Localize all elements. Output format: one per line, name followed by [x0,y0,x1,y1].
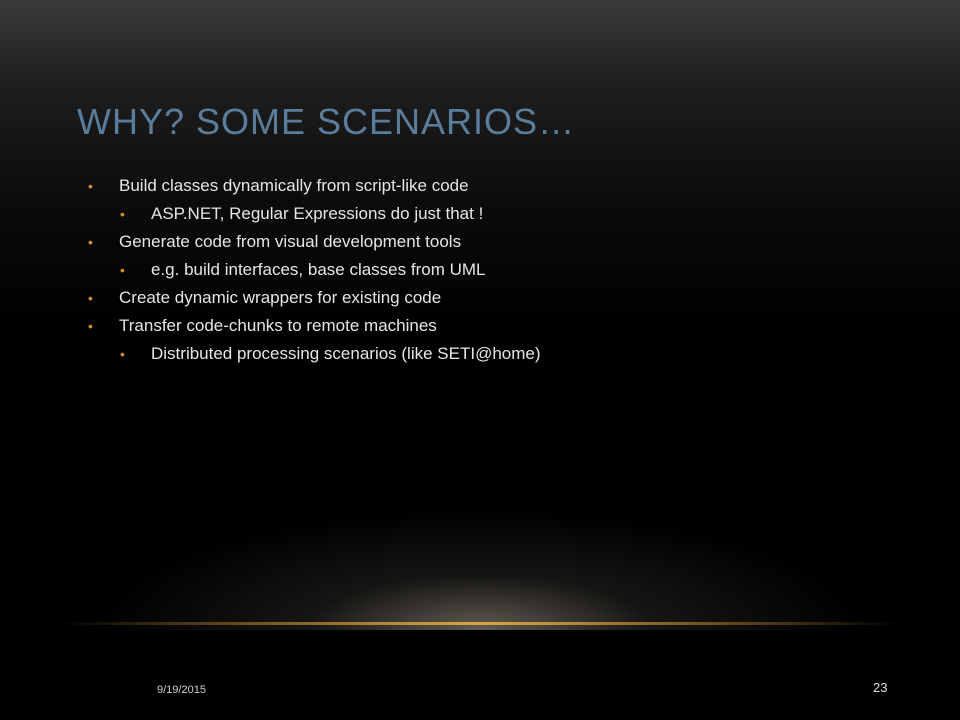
sub-bullet-item [120,340,908,368]
bullet-icon: • [88,234,93,250]
sub-bullet-list [88,200,908,228]
bullet-item [88,284,908,312]
sub-bullet-item [120,256,908,284]
bullet-item [88,312,908,368]
bullet-icon: • [120,206,125,222]
sub-bullet-text: e.g. build interfaces, base classes from UML [151,260,486,279]
sub-bullet-list [88,340,908,368]
bullet-text: Transfer code-chunks to remote machines [119,316,437,335]
bullet-item [88,228,908,284]
sub-bullet-text: ASP.NET, Regular Expressions do just that ! [151,204,484,223]
bullet-icon: • [120,346,125,362]
bullet-icon: • [88,318,93,334]
bullet-text: Create dynamic wrappers for existing code [119,288,442,307]
floor-glow [0,500,960,630]
footer-date: 9/19/2015 [157,684,206,696]
bullet-icon: • [120,262,125,278]
sub-bullet-item [120,200,908,228]
bullet-icon: • [88,290,93,306]
bullet-icon: • [88,178,93,194]
bullet-list [88,172,908,368]
slide-number: 23 [873,680,888,695]
slide-title: WHY? SOME SCENARIOS… [77,101,576,142]
bullet-text: Generate code from visual development tools [119,232,462,251]
sub-bullet-text: Distributed processing scenarios (like SETI@home) [151,344,541,363]
accent-line [60,622,900,625]
bullet-text: Build classes dynamically from script-like code [119,176,469,195]
bullet-item [88,172,908,228]
sub-bullet-list [88,256,908,284]
